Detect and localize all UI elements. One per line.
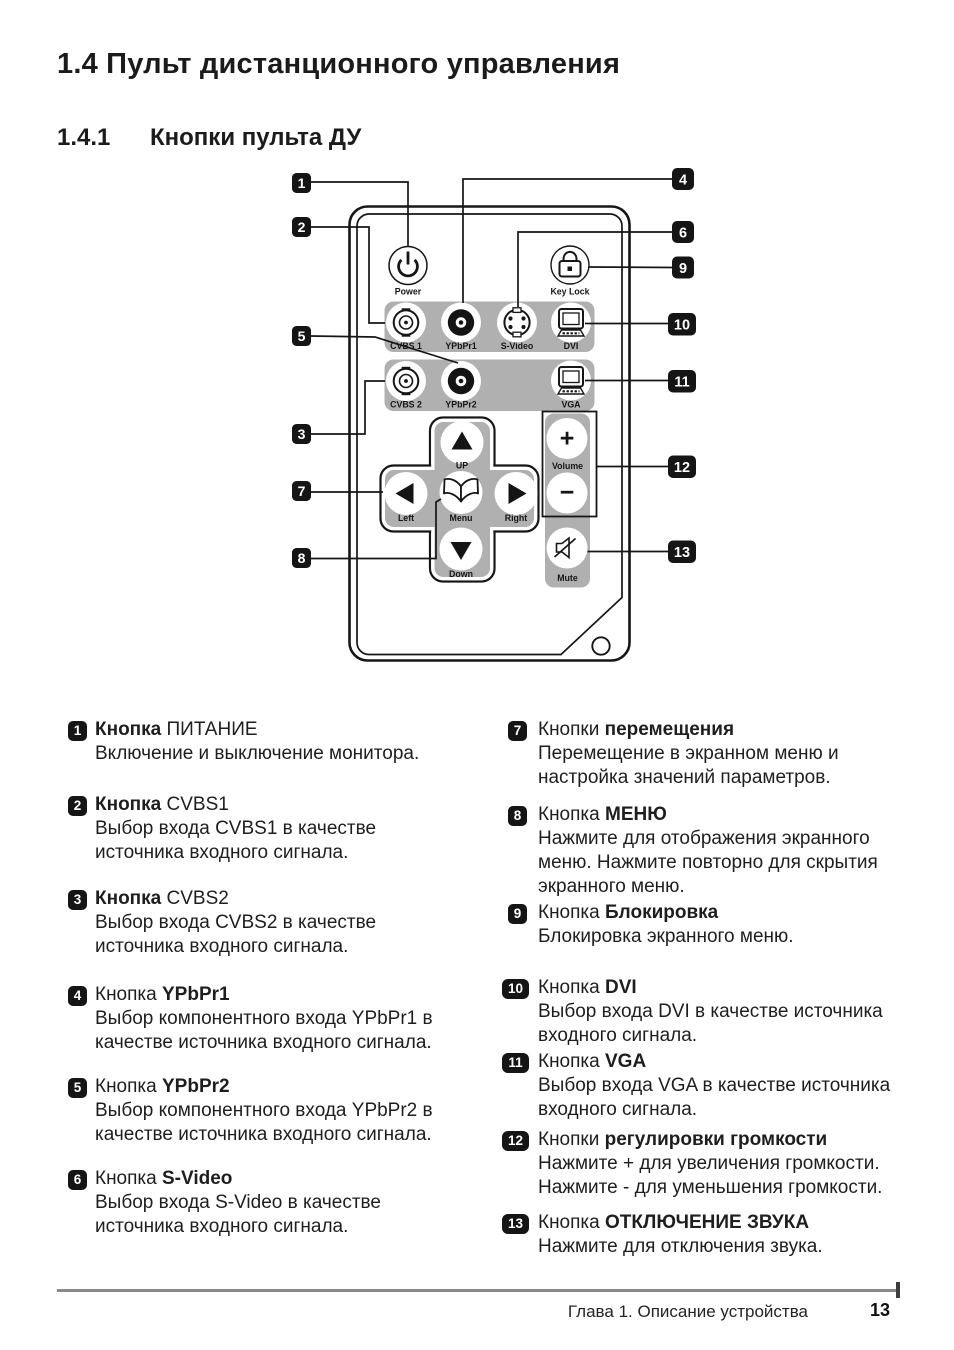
svg-text:6: 6 — [678, 225, 688, 242]
up-label: UP — [455, 460, 469, 471]
legend-heading: Кнопки регулировки громкости — [538, 1129, 828, 1150]
footer-chapter-title: Глава 1. Описание устройства — [567, 1302, 808, 1321]
legend-heading: Кнопка YPbPr1 — [95, 984, 230, 1005]
callout-6 — [672, 221, 694, 243]
footer-rule — [57, 1289, 900, 1292]
minus-icon: − — [559, 478, 575, 507]
power-label: Power — [394, 286, 422, 297]
legend-text-line: источника входного сигнала. — [95, 842, 349, 863]
menu-label: Menu — [449, 513, 473, 523]
legend-item — [68, 793, 376, 865]
legend-text-line: Выбор входа VGA в качестве источника — [538, 1075, 891, 1096]
callout-number: 8 — [508, 806, 527, 826]
svg-text:12: 12 — [673, 460, 691, 476]
callout-13 — [668, 541, 696, 564]
input-panel-2 — [385, 360, 595, 412]
legend-item — [508, 718, 839, 790]
legend-text-line: качестве источника входного сигнала. — [95, 1032, 432, 1053]
legend-item — [508, 976, 883, 1048]
svg-text:5: 5 — [297, 328, 306, 344]
legend-heading: Кнопка VGA — [538, 1051, 647, 1072]
legend-text-line: Нажмите для отключения звука. — [538, 1236, 823, 1257]
cvbs2-button — [386, 361, 426, 410]
mute-label: Mute — [557, 573, 578, 583]
callout-4 — [672, 168, 694, 190]
svg-text:2: 2 — [297, 219, 306, 235]
legend-item — [68, 1075, 433, 1147]
svideo-button — [497, 303, 537, 352]
legend-item — [68, 718, 419, 766]
s-video-connector-icon — [504, 308, 529, 337]
legend-text-line: Выбор входа S-Video в качестве — [95, 1192, 381, 1213]
legend-item — [508, 1211, 823, 1259]
legend-text-line: Выбор входа DVI в качестве источника — [538, 1001, 883, 1022]
section-title: 1.4 Пульт дистанционного управления — [57, 48, 621, 80]
svg-text:13: 13 — [673, 545, 691, 561]
cvbs1-button — [386, 303, 426, 352]
legend-text-line: источника входного сигнала. — [95, 1216, 349, 1237]
callout-number: 3 — [68, 890, 87, 910]
legend-text-line: экранного меню. — [538, 876, 685, 897]
monitor-icon — [558, 309, 584, 336]
legend-text-line: Выбор компонентного входа YPbPr1 в — [95, 1008, 433, 1029]
right-label: Right — [504, 513, 528, 523]
callout-8 — [292, 548, 311, 568]
legend-heading: Кнопка YPbPr2 — [95, 1076, 230, 1097]
ypbpr1-button — [441, 303, 481, 352]
monitor-icon — [558, 367, 584, 394]
callout-number: 2 — [68, 796, 87, 816]
ypbpr1-label: YPbPr1 — [445, 341, 477, 351]
callout-10 — [668, 313, 696, 336]
key-lock-label: Key Lock — [550, 286, 590, 297]
legend-heading: Кнопки перемещения — [538, 719, 735, 740]
volume-up-button — [547, 418, 588, 459]
bnc-connector-icon — [394, 308, 419, 336]
svg-text:1: 1 — [297, 175, 306, 191]
vga-label: VGA — [561, 399, 581, 410]
svg-text:4: 4 — [678, 172, 688, 189]
footer-rule-end-tick — [896, 1282, 900, 1298]
legend-heading: Кнопка S-Video — [95, 1168, 233, 1189]
legend-item — [68, 1167, 381, 1239]
callout-1 — [292, 173, 311, 193]
cvbs2-label: CVBS 2 — [390, 399, 422, 410]
legend-heading: Кнопка DVI — [538, 977, 637, 998]
volume-label: Volume — [551, 461, 584, 471]
legend-text-line: входного сигнала. — [538, 1025, 698, 1046]
legend-text-line: Блокировка экранного меню. — [538, 926, 794, 947]
callout-number: 10 — [502, 979, 529, 999]
callout-3 — [292, 424, 311, 444]
legend-text-line: источника входного сигнала. — [95, 936, 349, 957]
callout-number: 13 — [502, 1214, 529, 1234]
legend-item — [508, 803, 878, 899]
key-lock-button — [550, 246, 589, 297]
callout-2 — [292, 217, 311, 237]
bnc-connector-icon — [394, 367, 419, 395]
legend-heading: Кнопка CVBS1 — [95, 794, 229, 815]
svg-text:10: 10 — [673, 317, 691, 334]
callout-7 — [292, 481, 311, 501]
callout-number: 4 — [68, 986, 87, 1006]
volume-down-button — [547, 473, 588, 514]
callout-number: 7 — [508, 721, 527, 741]
svg-text:8: 8 — [297, 550, 306, 566]
legend-text-line: входного сигнала. — [538, 1099, 698, 1120]
ypbpr2-label: YPbPr2 — [445, 399, 477, 410]
legend-item — [508, 1050, 890, 1122]
input-panel-1 — [385, 302, 595, 353]
ypbpr2-button — [441, 361, 481, 410]
svg-text:11: 11 — [674, 374, 690, 391]
subsection-text: Кнопки пульта ДУ — [150, 124, 362, 151]
callout-number: 11 — [502, 1053, 529, 1073]
legend-text-line: Выбор входа CVBS1 в качестве — [95, 818, 377, 839]
volume-mute-strip — [543, 412, 597, 588]
rca-connector-icon — [448, 309, 474, 335]
rca-connector-icon — [448, 368, 474, 394]
legend-heading: Кнопка МЕНЮ — [538, 804, 667, 825]
left-label: Left — [397, 513, 415, 523]
footer-page-number: 13 — [869, 1300, 890, 1320]
legend-item — [68, 887, 376, 959]
legend-heading: Кнопка ОТКЛЮЧЕНИЕ ЗВУКА — [538, 1212, 810, 1233]
legend-text-line: Выбор компонентного входа YPbPr2 в — [95, 1100, 433, 1121]
dvi-label: DVI — [563, 341, 579, 351]
svg-text:9: 9 — [678, 261, 688, 277]
callout-number: 12 — [502, 1131, 529, 1151]
legend-text-line: Выбор входа CVBS2 в качестве — [95, 912, 377, 933]
legend-item — [68, 983, 433, 1055]
legend-text-line: Нажмите + для увеличения громкости. — [538, 1153, 880, 1174]
subsection-number: 1.4.1 — [57, 124, 111, 151]
legend-heading: Кнопка CVBS2 — [95, 888, 229, 909]
legend-item — [508, 1128, 882, 1200]
callout-number: 9 — [508, 904, 527, 924]
svg-text:7: 7 — [297, 483, 306, 499]
callout-12 — [668, 456, 696, 479]
led-indicator — [592, 637, 609, 654]
callout-number: 1 — [68, 721, 87, 741]
legend-text-line: Перемещение в экранном меню и — [538, 743, 839, 764]
callout-number: 6 — [68, 1170, 87, 1190]
legend-text-line: Нажмите для отображения экранного — [538, 828, 870, 849]
callout-11 — [668, 370, 696, 393]
leader-line-9 — [589, 267, 673, 268]
svideo-label: S-Video — [500, 341, 534, 351]
legend-text-line: Нажмите - для уменьшения громкости. — [538, 1177, 883, 1198]
down-label: Down — [449, 569, 473, 579]
plus-icon: + — [559, 424, 575, 453]
legend-item — [508, 901, 794, 949]
callout-5 — [292, 326, 311, 346]
legend-heading: Кнопка Блокировка — [538, 902, 719, 923]
cvbs1-label: CVBS 1 — [390, 341, 422, 351]
callout-9 — [672, 257, 694, 279]
legend-text-line: Включение и выключение монитора. — [95, 743, 420, 764]
svg-text:3: 3 — [297, 426, 306, 442]
callout-number: 5 — [68, 1078, 87, 1098]
legend-text-line: меню. Нажмите повторно для скрытия — [538, 852, 878, 873]
legend-heading: Кнопка ПИТАНИЕ — [95, 719, 258, 740]
legend-text-line: настройка значений параметров. — [538, 767, 831, 788]
legend-text-line: качестве источника входного сигнала. — [95, 1124, 432, 1145]
